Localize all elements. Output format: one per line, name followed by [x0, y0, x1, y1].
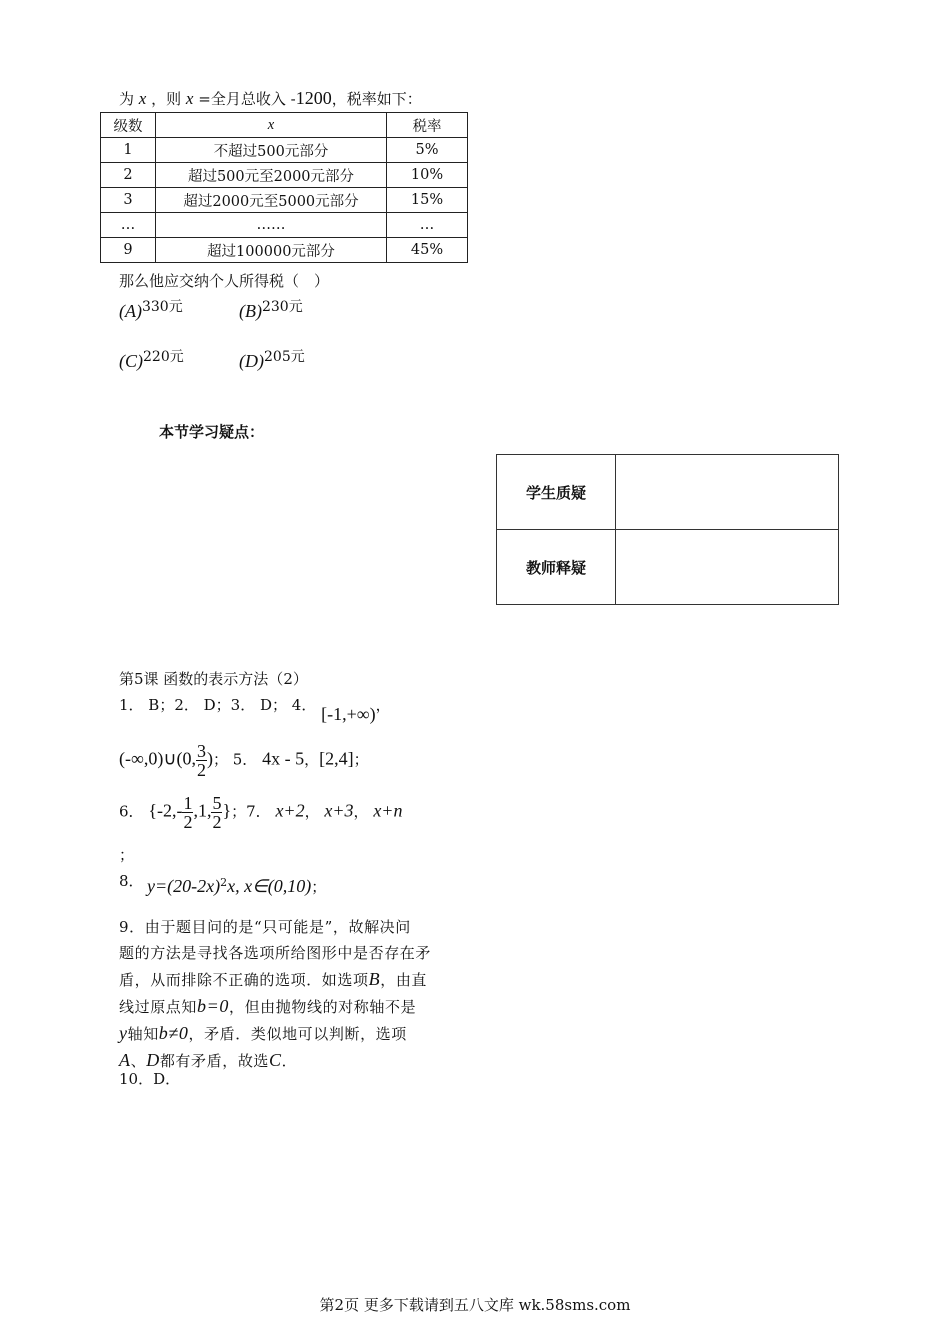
row-rate: 5% — [387, 138, 468, 163]
tax-rate-table — [100, 112, 468, 263]
fraction-numerator: 1 — [183, 793, 193, 813]
var-x: x — [138, 89, 147, 108]
teacher-answer-cell[interactable] — [616, 530, 839, 605]
answer-9-paragraph — [119, 914, 479, 1074]
row-range: …… — [156, 213, 387, 238]
header-rate: 税率 — [387, 113, 468, 138]
intro-suffix: ，税率如下： — [331, 90, 422, 108]
answer-5-expr — [262, 749, 304, 769]
var-y: y — [119, 1023, 128, 1043]
answer-9-line-4a: 线过原点知 — [119, 998, 198, 1016]
answer-5-expr-text: 4x - 5 — [262, 748, 305, 769]
intro-num: 1200 — [295, 88, 332, 108]
answers-line-4: ； — [119, 846, 135, 864]
student-question-label: 学生质疑 — [497, 455, 616, 530]
row-rate: 15% — [387, 188, 468, 213]
header-x: x — [156, 113, 387, 138]
var-x-2: x — [185, 89, 194, 108]
answers-title: 第5课 函数的表示方法（2） — [119, 670, 308, 688]
answer-7-sep-1: ， — [304, 802, 320, 821]
teacher-answer-label: 教师释疑 — [497, 530, 616, 605]
answer-9-sep: 、 — [130, 1052, 147, 1070]
answer-7-sep-2: ， — [353, 802, 369, 821]
qa-row-student — [497, 455, 839, 530]
answer-5-sep: ， — [304, 750, 320, 769]
answer-4-math: [-1,+∞) — [321, 704, 376, 724]
answer-5-interval: [2,4] — [319, 748, 354, 769]
fraction-denominator: 2 — [183, 812, 193, 832]
intro-line — [119, 88, 422, 109]
answer-9-line-5b: ，矛盾．类似地可以判断，选项 — [188, 1025, 407, 1043]
answer-5-end: ； — [353, 750, 369, 769]
answer-9-line-2: 题的方法是寻找各选项所给图形中是否存在矛 — [119, 944, 432, 962]
answers-line-2 — [119, 742, 369, 779]
option-b-text: 230元 — [261, 299, 303, 315]
intro-prefix: 为 — [119, 90, 135, 108]
row-range: 不超过500元部分 — [156, 138, 387, 163]
option-c-label: (C) — [119, 351, 143, 371]
row-level: 1 — [101, 138, 156, 163]
table-row — [101, 213, 468, 238]
row-level: … — [101, 213, 156, 238]
fraction-5-2 — [211, 794, 222, 831]
row-rate: … — [387, 213, 468, 238]
row-rate: 10% — [387, 163, 468, 188]
fraction-numerator: 5 — [212, 793, 222, 813]
row-level: 9 — [101, 238, 156, 263]
answers-1-4: 1． B；2． D；3． D； 4． — [119, 696, 317, 714]
option-a — [119, 296, 183, 322]
row-range: 超过2000元至5000元部分 — [156, 188, 387, 213]
option-b-label: (B) — [239, 301, 262, 321]
var-C: C — [269, 1050, 282, 1070]
fraction-numerator: 3 — [196, 741, 206, 761]
answer-10: 10．D． — [119, 1070, 181, 1088]
answer-9-line-3 — [119, 966, 479, 993]
answer-9-line-1: 9．由于题目问的是“只可能是”，故解决问 — [119, 918, 411, 936]
student-question-cell[interactable] — [616, 455, 839, 530]
fraction-1-2 — [182, 794, 193, 831]
option-c-text: 220元 — [143, 349, 184, 365]
answer-9-line-4b: ，但由抛物线的对称轴不是 — [228, 998, 417, 1016]
table-row — [101, 188, 468, 213]
answer-7-expr-2: x+3 — [324, 800, 354, 821]
option-d — [239, 346, 305, 372]
page-footer: 第2页 更多下载请到五八文库 wk.58sms.com — [319, 1296, 631, 1314]
answer-4-close: ) — [206, 748, 213, 769]
answer-8-math: y=(20-2x) — [147, 876, 221, 896]
table-row — [101, 238, 468, 263]
row-level: 2 — [101, 163, 156, 188]
answer-4-interval: (-∞,0)∪(0, — [119, 748, 196, 769]
var-B: B — [368, 969, 381, 989]
option-b — [239, 296, 303, 322]
table-row — [101, 163, 468, 188]
row-rate: 45% — [387, 238, 468, 263]
answers-line-1 — [119, 694, 391, 724]
answer-8-exp: 2 — [220, 876, 228, 889]
answer-7-expr-1: x+2 — [275, 800, 305, 821]
answer-7-label: ；7． — [231, 802, 271, 821]
option-d-label: (D) — [239, 351, 264, 371]
answer-6-set-open: {-2,- — [148, 800, 183, 821]
row-range: 超过100000元部分 — [156, 238, 387, 263]
answer-4-end: ， — [375, 696, 391, 714]
answer-6-label: 6． — [119, 802, 144, 821]
var-D: D — [146, 1050, 160, 1070]
intro-eq: =全月总收入 — [198, 90, 286, 108]
answer-9-line-6b: ． — [281, 1052, 298, 1070]
intro-mid: ，则 — [151, 90, 182, 108]
answer-6-mid: ,1, — [193, 800, 212, 821]
b-not-zero: b≠0 — [158, 1023, 189, 1043]
answer-9-line-3a: 盾，从而排除不正确的选项．如选项 — [119, 971, 369, 989]
fraction-3-2 — [196, 742, 207, 779]
answers-line-5-label: 8． — [119, 872, 144, 890]
row-level: 3 — [101, 188, 156, 213]
question-text: 那么他应交纳个人所得税（ ） — [119, 272, 330, 290]
answer-7-expr-3: x+n — [373, 800, 403, 821]
answers-line-3 — [119, 794, 402, 831]
intro-minus: - — [290, 90, 296, 108]
answer-9-line-5a: 轴知 — [127, 1025, 159, 1043]
answer-6-set-close: } — [222, 800, 232, 821]
table-row — [101, 138, 468, 163]
option-d-text: 205元 — [264, 349, 305, 365]
answer-9-line-4 — [119, 993, 479, 1020]
var-A: A — [119, 1050, 131, 1070]
option-a-label: (A) — [119, 301, 142, 321]
qa-row-teacher — [497, 530, 839, 605]
row-range: 超过500元至2000元部分 — [156, 163, 387, 188]
fraction-denominator: 2 — [212, 812, 222, 832]
answer-9-line-6a: 都有矛盾，故选 — [159, 1052, 270, 1070]
fraction-denominator: 2 — [196, 760, 206, 780]
header-level: 级数 — [101, 113, 156, 138]
option-c — [119, 346, 184, 372]
answer-9-line-5 — [119, 1020, 479, 1047]
answer-8 — [147, 876, 326, 897]
qa-table — [496, 454, 839, 605]
answer-5-label: ； 5． — [212, 750, 258, 769]
b-equals-zero: b=0 — [197, 996, 229, 1016]
answer-9-line-3b: ，由直 — [380, 971, 428, 989]
answer-8-end: ； — [311, 878, 327, 896]
option-a-text: 330元 — [141, 299, 183, 315]
doubts-title: 本节学习疑点： — [159, 423, 265, 441]
table-header-row — [101, 113, 468, 138]
answer-8-rest: x, x∈(0,10) — [227, 876, 312, 896]
